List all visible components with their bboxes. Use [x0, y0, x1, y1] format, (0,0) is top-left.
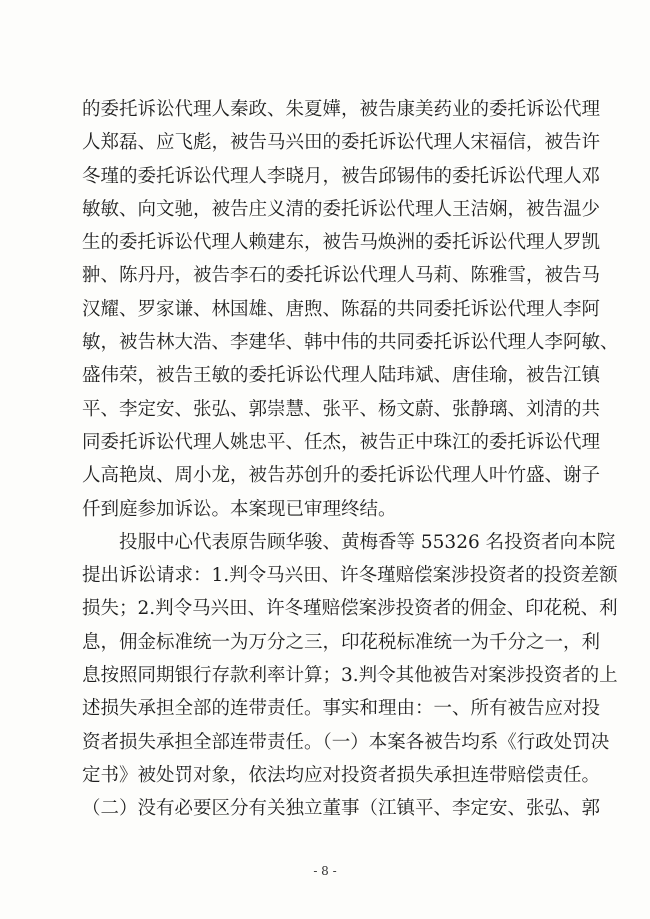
text-line: 资者损失承担全部连带责任。（一）本案各被告均系《行政处罚决	[82, 731, 610, 753]
text-line: 人高艳岚、周小龙，被告苏创升的委托诉讼代理人叶竹盛、谢子	[82, 465, 601, 487]
text-line: 的委托诉讼代理人秦政、朱夏嬅，被告康美药业的委托诉讼代理	[82, 99, 601, 120]
text-line: 敏，被告林大浩、李建华、韩中伟的共同委托诉讼代理人李阿敏、	[82, 332, 619, 354]
text-line: 冬瑾的委托诉讼代理人李晓月，被告邱锡伟的委托诉讼代理人邓	[82, 165, 601, 187]
text-line: 盛伟荣，被告王敏的委托诉讼代理人陆玮斌、唐佳瑜，被告江镇	[82, 365, 601, 387]
text-line: 提出诉讼请求：1.判令马兴田、许冬瑾赔偿案涉投资者的投资差额	[82, 565, 618, 587]
text-line: 定书》被处罚对象，依法均应对投资者损失承担连带赔偿责任。	[82, 764, 601, 786]
text-line: 息，佣金标准统一为万分之三，印花税标准统一为千分之一，利	[82, 631, 601, 653]
text-line: 人郑磊、应飞彪，被告马兴田的委托诉讼代理人宋福信，被告许	[82, 132, 601, 154]
text-line: 投服中心代表原告顾华骏、黄梅香等 55326 名投资者向本院	[82, 531, 616, 553]
body-text	[82, 99, 619, 833]
text-line: 同委托诉讼代理人姚忠平、任杰，被告正中珠江的委托诉讼代理	[82, 431, 601, 453]
text-line: 生的委托诉讼代理人赖建东，被告马焕洲的委托诉讼代理人罗凯	[82, 232, 601, 254]
text-line: 平、李定安、张弘、郭崇慧、张平、杨文蔚、张静璃、刘清的共	[82, 398, 601, 420]
text-line: 损失；2.判令马兴田、许冬瑾赔偿案涉投资者的佣金、印花税、利	[82, 598, 618, 620]
text-line: 息按照同期银行存款利率计算；3.判令其他被告对案涉投资者的上	[82, 665, 618, 687]
text-line: 述损失承担全部的连带责任。事实和理由：一、所有被告应对投	[82, 698, 601, 720]
text-line: 翀、陈丹丹，被告李石的委托诉讼代理人马莉、陈雅雪，被告马	[82, 265, 601, 287]
text-line: 仟到庭参加诉讼。本案现已审理终结。	[82, 498, 397, 520]
page-number: - 8 -	[313, 864, 337, 878]
text-line: 敏敏、向文驰，被告庄义清的委托诉讼代理人王洁娴，被告温少	[82, 198, 601, 220]
text-line: 汉耀、罗家谦、林国雄、唐煦、陈磊的共同委托诉讼代理人李阿	[82, 298, 601, 320]
text-line: （二）没有必要区分有关独立董事（江镇平、李定安、张弘、郭	[82, 798, 601, 820]
